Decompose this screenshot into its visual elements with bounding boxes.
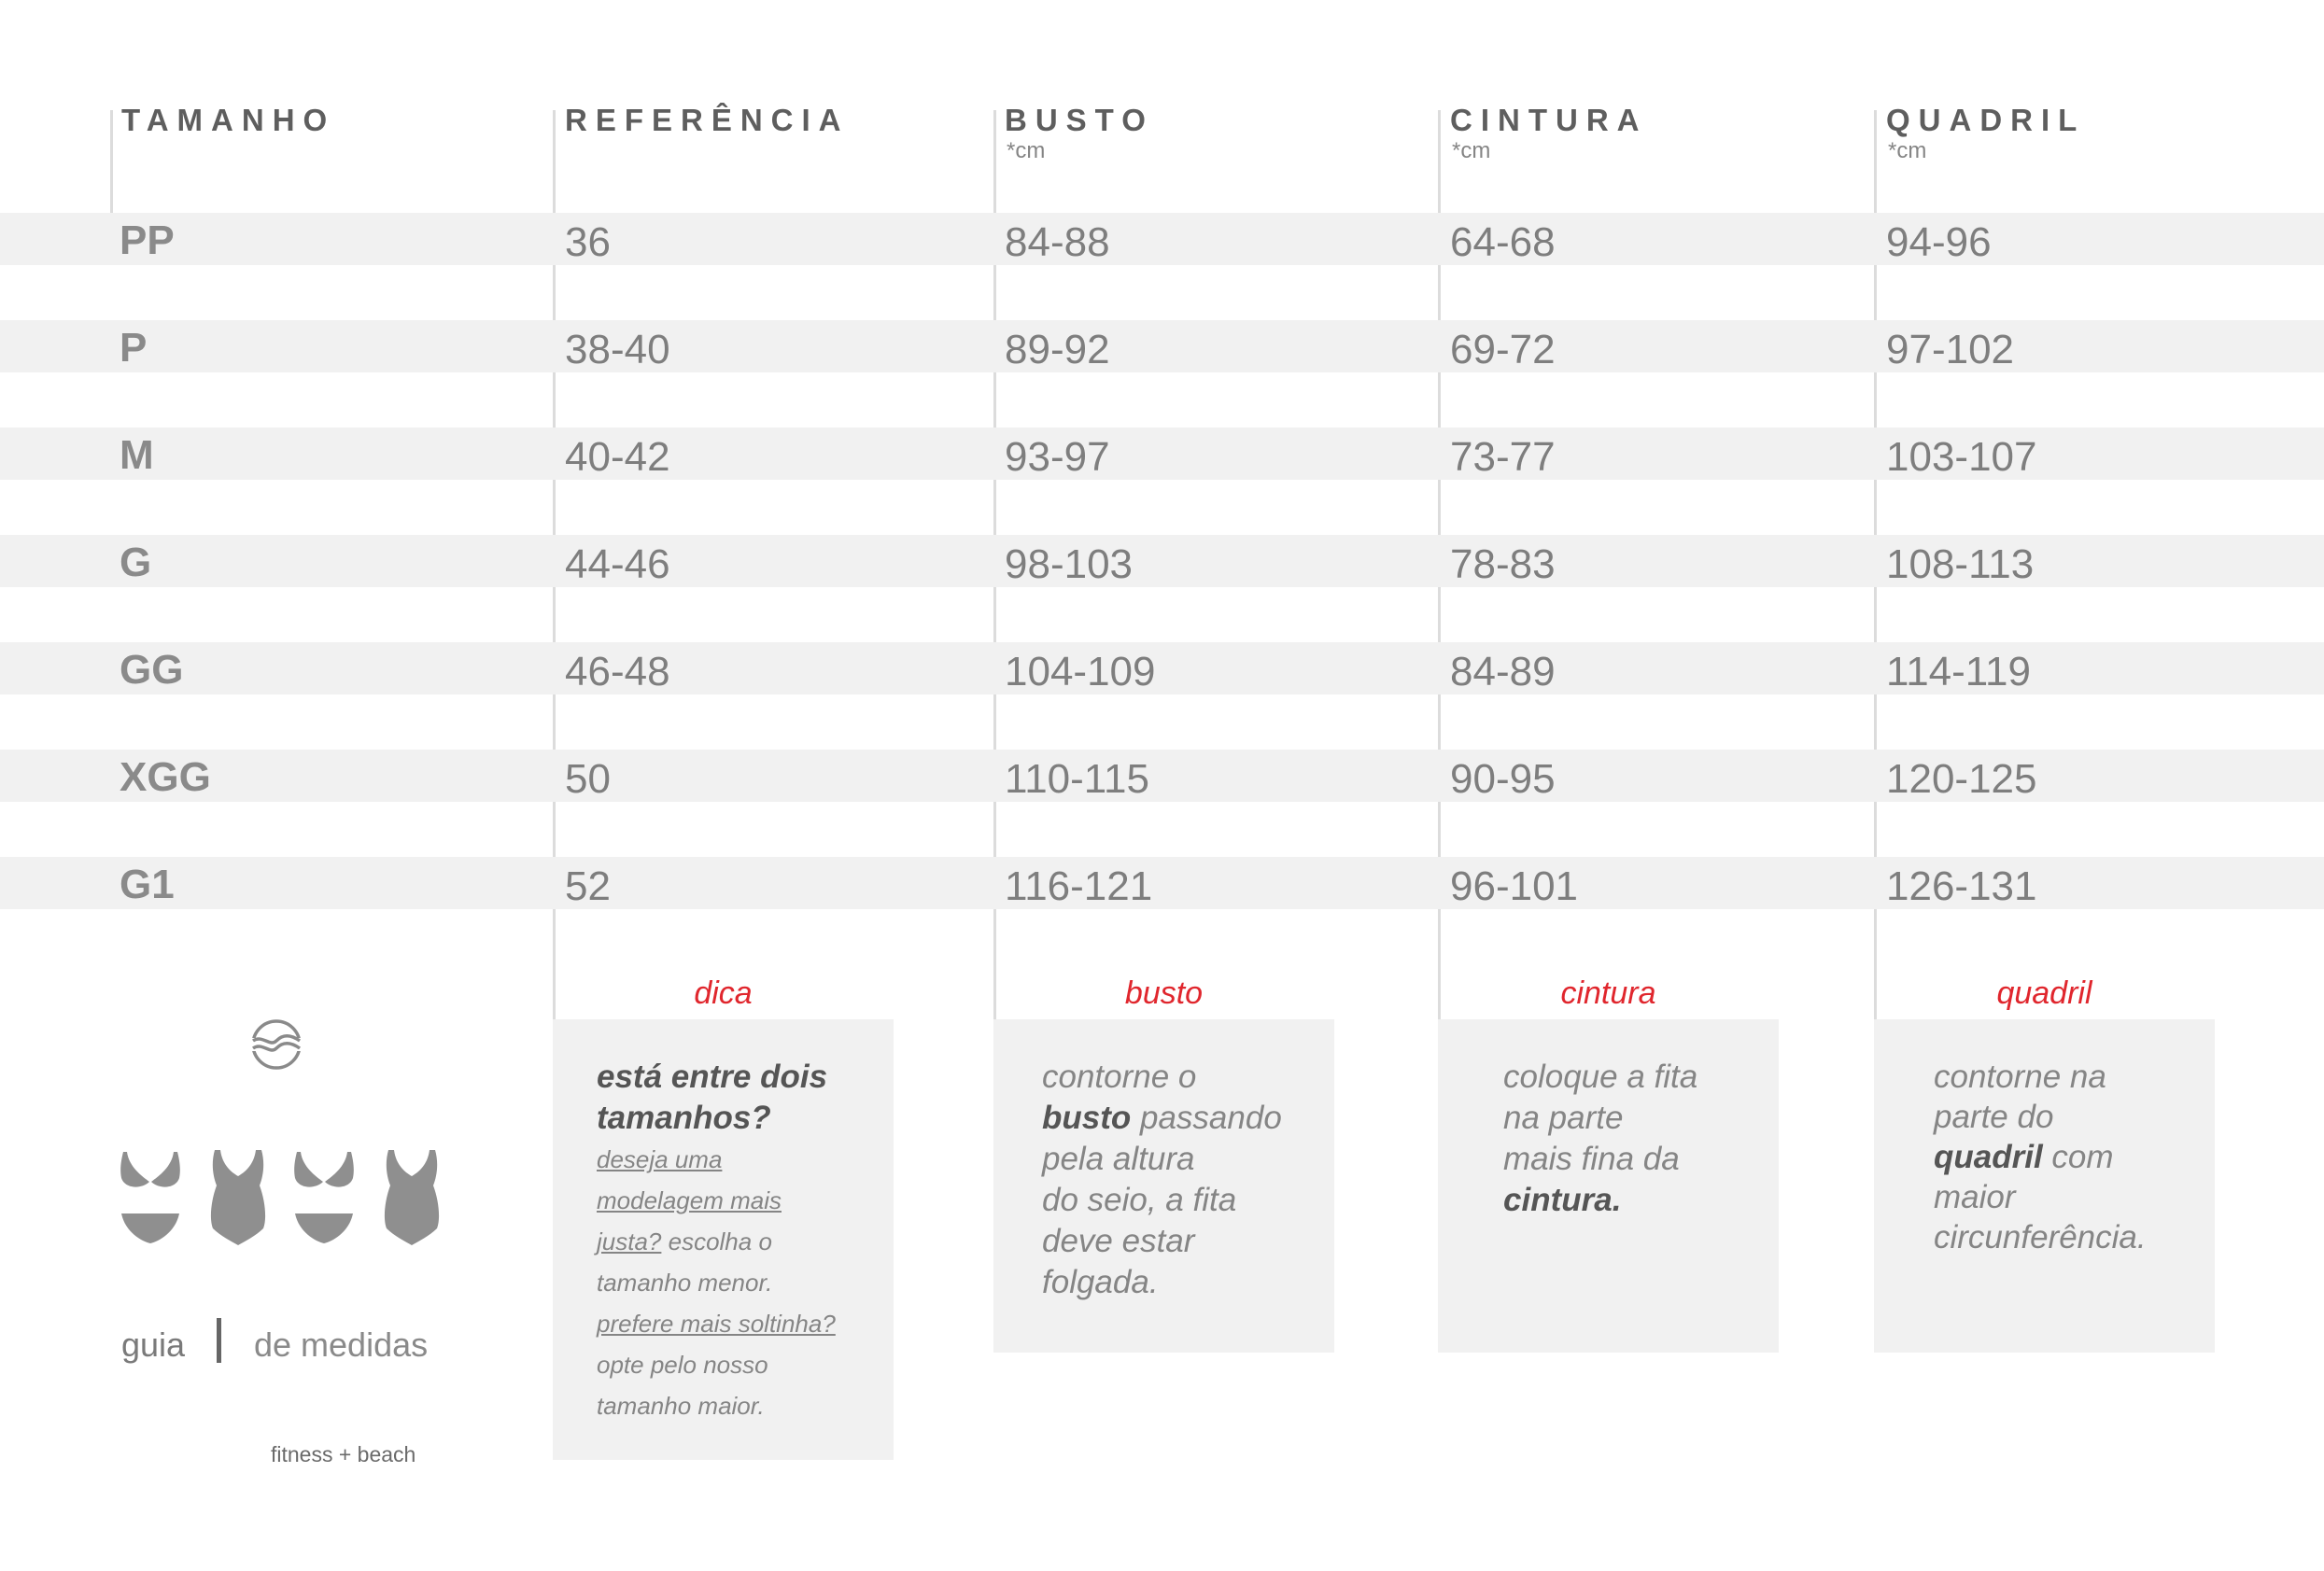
tip-quadril-t4: maior	[1934, 1179, 2016, 1215]
cintura-cell: 73-77	[1450, 434, 1556, 480]
ref-cell: 38-40	[565, 327, 670, 372]
tip-busto-b1: busto	[1042, 1100, 1132, 1136]
tip-dica-l1: deseja uma	[597, 1145, 723, 1173]
tip-label-dica: dica	[694, 975, 753, 1011]
unit-cintura: *cm	[1452, 138, 1491, 163]
quadril-cell: 126-131	[1886, 863, 2037, 909]
cintura-cell: 96-101	[1450, 863, 1579, 909]
brand-tagline: fitness + beach	[271, 1442, 416, 1466]
busto-cell: 104-109	[1005, 649, 1156, 694]
busto-cell: 110-115	[1005, 756, 1149, 802]
cintura-cell: 64-68	[1450, 219, 1556, 265]
tip-quadril-t2: parte do	[1934, 1099, 2054, 1135]
ref-cell: 44-46	[565, 541, 670, 587]
busto-cell: 116-121	[1005, 863, 1153, 909]
quadril-cell: 94-96	[1886, 219, 1992, 265]
tip-dica-l6: opte pelo nosso	[597, 1351, 768, 1379]
tip-busto-t4: do seio, a fita	[1042, 1182, 1237, 1218]
tip-cintura-t2: na parte	[1503, 1100, 1624, 1136]
header-referencia: REFERÊNCIA	[565, 103, 850, 137]
tip-busto-t3: pela altura	[1042, 1141, 1195, 1177]
tip-busto-t1: contorne o	[1042, 1059, 1197, 1095]
tip-quadril-t3: com	[2042, 1139, 2114, 1175]
quadril-cell: 120-125	[1886, 756, 2037, 802]
tip-box-quadril	[1874, 1019, 2215, 1353]
size-cell: P	[120, 325, 148, 371]
quadril-cell: 114-119	[1886, 649, 2031, 694]
header-cintura: CINTURA	[1450, 103, 1648, 137]
tip-dica-l2: modelagem mais	[597, 1186, 782, 1214]
tip-quadril-t1: contorne na	[1934, 1059, 2106, 1095]
tip-label-busto: busto	[1124, 975, 1204, 1011]
column-divider	[110, 110, 113, 213]
ref-cell: 52	[565, 863, 611, 909]
bikini-icon	[120, 1148, 181, 1245]
unit-quadril: *cm	[1888, 138, 1927, 163]
swimsuit-icon	[207, 1148, 269, 1245]
cintura-cell: 84-89	[1450, 649, 1556, 694]
size-cell: G1	[120, 862, 175, 907]
tip-quadril-b1: quadril	[1934, 1139, 2043, 1175]
quadril-cell: 97-102	[1886, 327, 2015, 372]
cintura-cell: 90-95	[1450, 756, 1556, 802]
tip-dica-l3a: justa?	[597, 1227, 662, 1255]
unit-busto: *cm	[1007, 138, 1046, 163]
brand-divider	[217, 1318, 221, 1363]
tip-label-quadril: quadril	[1996, 975, 2092, 1011]
swimsuit-icon	[381, 1148, 443, 1245]
tip-busto-t5: deve estar	[1042, 1223, 1195, 1259]
tip-quadril-t5: circunferência.	[1934, 1219, 2147, 1255]
size-cell: GG	[120, 647, 184, 693]
tip-cintura-b1: cintura.	[1503, 1182, 1622, 1218]
busto-cell: 89-92	[1005, 327, 1110, 372]
header-tamanho: TAMANHO	[121, 103, 336, 137]
tip-dica-l5: prefere mais soltinha?	[597, 1310, 836, 1338]
brand-medidas: de medidas	[254, 1326, 429, 1364]
tip-dica-l7: tamanho maior.	[597, 1392, 765, 1420]
tip-dica-l4: tamanho menor.	[597, 1269, 773, 1297]
brand-guia: guia	[121, 1326, 186, 1364]
bikini-icon	[293, 1148, 355, 1245]
busto-cell: 84-88	[1005, 219, 1110, 265]
size-cell: PP	[120, 217, 175, 263]
tip-box-cintura	[1438, 1019, 1779, 1353]
header-quadril: QUADRIL	[1886, 103, 2086, 137]
tip-busto-t2: passando	[1131, 1100, 1282, 1136]
tip-box-dica	[553, 1019, 894, 1460]
ref-cell: 46-48	[565, 649, 670, 694]
ref-cell: 50	[565, 756, 611, 802]
tip-dica-l3b: escolha o	[661, 1227, 772, 1255]
cintura-cell: 78-83	[1450, 541, 1556, 587]
quadril-cell: 103-107	[1886, 434, 2037, 480]
tip-dica-title: está entre dois tamanhos?	[597, 1059, 828, 1136]
ref-cell: 36	[565, 219, 611, 265]
size-cell: M	[120, 432, 154, 478]
tip-cintura-t1: coloque a fita	[1503, 1059, 1698, 1095]
quadril-cell: 108-113	[1886, 541, 2035, 587]
tip-box-busto	[993, 1019, 1334, 1353]
tip-label-cintura: cintura	[1560, 975, 1656, 1011]
cintura-cell: 69-72	[1450, 327, 1556, 372]
brand-logo-icon	[247, 1016, 305, 1073]
header-busto: BUSTO	[1005, 103, 1154, 137]
size-cell: XGG	[120, 754, 211, 800]
busto-cell: 98-103	[1005, 541, 1134, 587]
size-cell: G	[120, 540, 152, 585]
busto-cell: 93-97	[1005, 434, 1110, 480]
ref-cell: 40-42	[565, 434, 670, 480]
tip-cintura-t3: mais fina da	[1503, 1141, 1680, 1177]
tip-busto-t6: folgada.	[1042, 1264, 1159, 1300]
